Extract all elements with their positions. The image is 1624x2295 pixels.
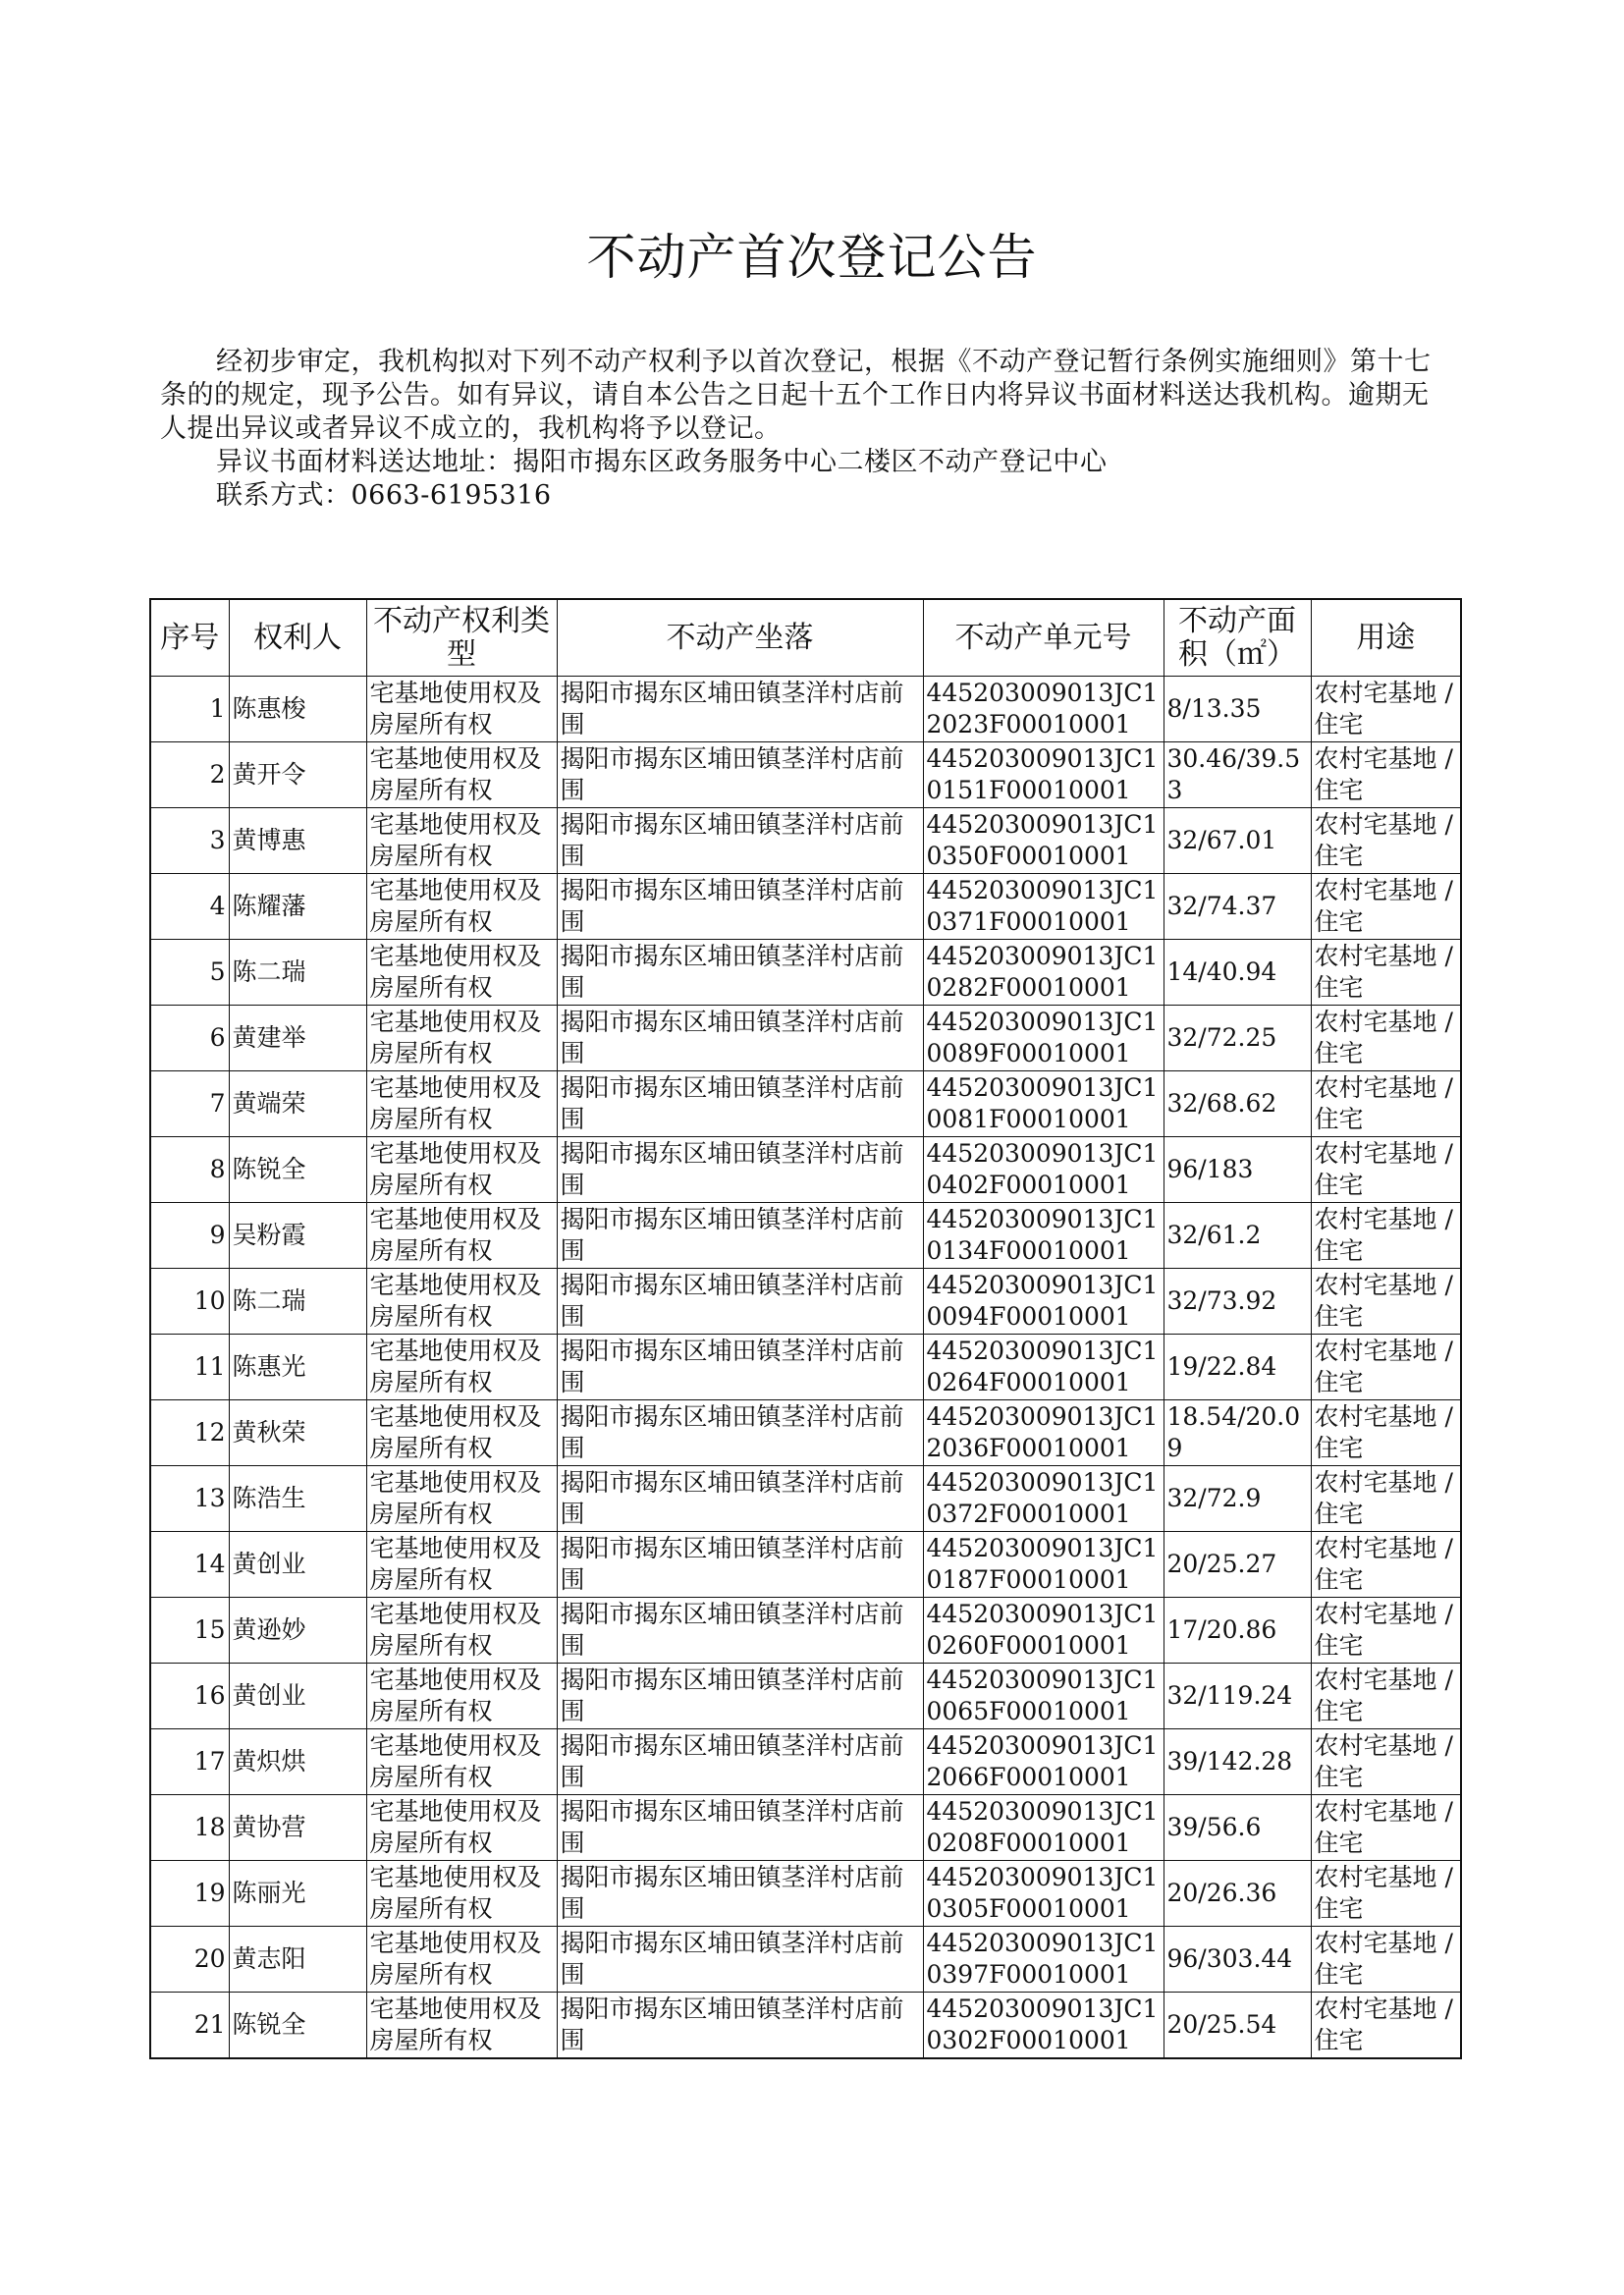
cell-right-type: 宅基地使用权及房屋所有权 [366, 808, 557, 874]
cell-area: 32/67.01 [1164, 808, 1311, 874]
cell-seq: 12 [150, 1400, 229, 1466]
contact-info: 联系方式：0663-6195316 [216, 480, 552, 511]
cell-holder: 黄端荣 [229, 1071, 366, 1137]
cell-use: 农村宅基地 / 住宅 [1311, 1729, 1461, 1795]
cell-seq: 16 [150, 1664, 229, 1729]
cell-seq: 21 [150, 1993, 229, 2059]
table-row [150, 677, 1461, 742]
table-row [150, 1664, 1461, 1729]
header-holder: 权利人 [229, 599, 366, 677]
table-row [150, 1993, 1461, 2059]
cell-location: 揭阳市揭东区埔田镇茎洋村店前围 [557, 677, 923, 742]
cell-unit-no: 445203009013JC12066F00010001 [923, 1729, 1164, 1795]
table-row [150, 1400, 1461, 1466]
table-row [150, 1137, 1461, 1203]
table-row [150, 742, 1461, 808]
cell-holder: 陈耀藩 [229, 874, 366, 940]
cell-seq: 8 [150, 1137, 229, 1203]
cell-unit-no: 445203009013JC10402F00010001 [923, 1137, 1164, 1203]
header-location: 不动产坐落 [557, 599, 923, 677]
cell-use: 农村宅基地 / 住宅 [1311, 1795, 1461, 1861]
cell-seq: 20 [150, 1927, 229, 1993]
cell-holder: 陈二瑞 [229, 940, 366, 1006]
cell-area: 19/22.84 [1164, 1335, 1311, 1400]
cell-unit-no: 445203009013JC10151F00010001 [923, 742, 1164, 808]
cell-right-type: 宅基地使用权及房屋所有权 [366, 1071, 557, 1137]
cell-unit-no: 445203009013JC10260F00010001 [923, 1598, 1164, 1664]
cell-area: 32/73.92 [1164, 1269, 1311, 1335]
cell-seq: 19 [150, 1861, 229, 1927]
table-row [150, 1006, 1461, 1071]
notice-paragraph: 经初步审定，我机构拟对下列不动产权利予以首次登记，根据《不动产登记暂行条例实施细则》第十七条的的规定，现予公告。如有异议，请自本公告之日起十五个工作日内将异议书面材料送达我机构。逾期无人提出异议或者异议不成立的，我机构将予以登记。 [160, 347, 1432, 444]
cell-unit-no: 445203009013JC10302F00010001 [923, 1993, 1164, 2059]
cell-right-type: 宅基地使用权及房屋所有权 [366, 1795, 557, 1861]
cell-seq: 13 [150, 1466, 229, 1532]
cell-unit-no: 445203009013JC10264F00010001 [923, 1335, 1164, 1400]
cell-location: 揭阳市揭东区埔田镇茎洋村店前围 [557, 1071, 923, 1137]
cell-unit-no: 445203009013JC10397F00010001 [923, 1927, 1164, 1993]
table-row [150, 874, 1461, 940]
cell-unit-no: 445203009013JC10089F00010001 [923, 1006, 1164, 1071]
cell-holder: 陈丽光 [229, 1861, 366, 1927]
header-area: 不动产面积（㎡） [1164, 599, 1311, 677]
cell-seq: 11 [150, 1335, 229, 1400]
cell-use: 农村宅基地 / 住宅 [1311, 1466, 1461, 1532]
cell-area: 20/25.54 [1164, 1993, 1311, 2059]
cell-right-type: 宅基地使用权及房屋所有权 [366, 1927, 557, 1993]
cell-use: 农村宅基地 / 住宅 [1311, 1269, 1461, 1335]
table-row [150, 1795, 1461, 1861]
cell-area: 20/26.36 [1164, 1861, 1311, 1927]
cell-location: 揭阳市揭东区埔田镇茎洋村店前围 [557, 1927, 923, 1993]
cell-unit-no: 445203009013JC10305F00010001 [923, 1861, 1164, 1927]
cell-right-type: 宅基地使用权及房屋所有权 [366, 1137, 557, 1203]
cell-unit-no: 445203009013JC12036F00010001 [923, 1400, 1164, 1466]
cell-location: 揭阳市揭东区埔田镇茎洋村店前围 [557, 874, 923, 940]
cell-area: 32/68.62 [1164, 1071, 1311, 1137]
objection-address: 异议书面材料送达地址：揭阳市揭东区政务服务中心二楼区不动产登记中心 [216, 447, 1108, 477]
cell-seq: 3 [150, 808, 229, 874]
cell-seq: 4 [150, 874, 229, 940]
cell-right-type: 宅基地使用权及房屋所有权 [366, 1400, 557, 1466]
cell-unit-no: 445203009013JC10134F00010001 [923, 1203, 1164, 1269]
table-row [150, 1729, 1461, 1795]
registry-table [149, 598, 1462, 2059]
cell-use: 农村宅基地 / 住宅 [1311, 1664, 1461, 1729]
cell-right-type: 宅基地使用权及房屋所有权 [366, 677, 557, 742]
table-row [150, 1335, 1461, 1400]
cell-use: 农村宅基地 / 住宅 [1311, 1137, 1461, 1203]
cell-unit-no: 445203009013JC10282F00010001 [923, 940, 1164, 1006]
cell-unit-no: 445203009013JC10187F00010001 [923, 1532, 1164, 1598]
cell-right-type: 宅基地使用权及房屋所有权 [366, 1861, 557, 1927]
cell-holder: 陈惠梭 [229, 677, 366, 742]
cell-location: 揭阳市揭东区埔田镇茎洋村店前围 [557, 1269, 923, 1335]
cell-location: 揭阳市揭东区埔田镇茎洋村店前围 [557, 1203, 923, 1269]
cell-seq: 7 [150, 1071, 229, 1137]
cell-location: 揭阳市揭东区埔田镇茎洋村店前围 [557, 1795, 923, 1861]
cell-use: 农村宅基地 / 住宅 [1311, 1861, 1461, 1927]
cell-unit-no: 445203009013JC10094F00010001 [923, 1269, 1164, 1335]
cell-holder: 黄协营 [229, 1795, 366, 1861]
cell-unit-no: 445203009013JC10371F00010001 [923, 874, 1164, 940]
cell-location: 揭阳市揭东区埔田镇茎洋村店前围 [557, 1532, 923, 1598]
header-unit-no: 不动产单元号 [923, 599, 1164, 677]
cell-area: 30.46/39.53 [1164, 742, 1311, 808]
cell-area: 20/25.27 [1164, 1532, 1311, 1598]
header-right-type: 不动产权利类型 [366, 599, 557, 677]
cell-use: 农村宅基地 / 住宅 [1311, 1927, 1461, 1993]
cell-seq: 17 [150, 1729, 229, 1795]
page-title: 不动产首次登记公告 [586, 229, 1038, 286]
cell-seq: 5 [150, 940, 229, 1006]
cell-right-type: 宅基地使用权及房屋所有权 [366, 940, 557, 1006]
cell-area: 18.54/20.09 [1164, 1400, 1311, 1466]
cell-area: 32/61.2 [1164, 1203, 1311, 1269]
cell-holder: 陈锐全 [229, 1993, 366, 2059]
table-row [150, 940, 1461, 1006]
cell-location: 揭阳市揭东区埔田镇茎洋村店前围 [557, 1729, 923, 1795]
table-row [150, 808, 1461, 874]
cell-seq: 2 [150, 742, 229, 808]
table-row [150, 1861, 1461, 1927]
cell-right-type: 宅基地使用权及房屋所有权 [366, 1598, 557, 1664]
cell-right-type: 宅基地使用权及房屋所有权 [366, 742, 557, 808]
table-row [150, 1598, 1461, 1664]
cell-use: 农村宅基地 / 住宅 [1311, 940, 1461, 1006]
cell-location: 揭阳市揭东区埔田镇茎洋村店前围 [557, 1466, 923, 1532]
cell-use: 农村宅基地 / 住宅 [1311, 1400, 1461, 1466]
cell-unit-no: 445203009013JC10065F00010001 [923, 1664, 1164, 1729]
cell-holder: 陈锐全 [229, 1137, 366, 1203]
cell-unit-no: 445203009013JC10350F00010001 [923, 808, 1164, 874]
cell-unit-no: 445203009013JC10081F00010001 [923, 1071, 1164, 1137]
notice-text [160, 346, 1436, 513]
cell-area: 96/183 [1164, 1137, 1311, 1203]
cell-location: 揭阳市揭东区埔田镇茎洋村店前围 [557, 1598, 923, 1664]
cell-location: 揭阳市揭东区埔田镇茎洋村店前围 [557, 940, 923, 1006]
cell-holder: 黄博惠 [229, 808, 366, 874]
cell-seq: 10 [150, 1269, 229, 1335]
table-row [150, 1532, 1461, 1598]
cell-area: 39/56.6 [1164, 1795, 1311, 1861]
cell-right-type: 宅基地使用权及房屋所有权 [366, 1269, 557, 1335]
cell-seq: 15 [150, 1598, 229, 1664]
cell-unit-no: 445203009013JC10208F00010001 [923, 1795, 1164, 1861]
cell-area: 14/40.94 [1164, 940, 1311, 1006]
header-use: 用途 [1311, 599, 1461, 677]
cell-seq: 18 [150, 1795, 229, 1861]
cell-holder: 黄创业 [229, 1532, 366, 1598]
cell-use: 农村宅基地 / 住宅 [1311, 874, 1461, 940]
cell-holder: 黄创业 [229, 1664, 366, 1729]
cell-use: 农村宅基地 / 住宅 [1311, 1006, 1461, 1071]
cell-location: 揭阳市揭东区埔田镇茎洋村店前围 [557, 742, 923, 808]
cell-holder: 黄志阳 [229, 1927, 366, 1993]
cell-holder: 黄秋荣 [229, 1400, 366, 1466]
cell-use: 农村宅基地 / 住宅 [1311, 1532, 1461, 1598]
cell-area: 17/20.86 [1164, 1598, 1311, 1664]
cell-right-type: 宅基地使用权及房屋所有权 [366, 1466, 557, 1532]
cell-right-type: 宅基地使用权及房屋所有权 [366, 1729, 557, 1795]
cell-seq: 1 [150, 677, 229, 742]
header-seq: 序号 [150, 599, 229, 677]
cell-holder: 黄建举 [229, 1006, 366, 1071]
cell-unit-no: 445203009013JC12023F00010001 [923, 677, 1164, 742]
cell-use: 农村宅基地 / 住宅 [1311, 1071, 1461, 1137]
cell-location: 揭阳市揭东区埔田镇茎洋村店前围 [557, 1006, 923, 1071]
cell-location: 揭阳市揭东区埔田镇茎洋村店前围 [557, 808, 923, 874]
table-row [150, 1927, 1461, 1993]
table-body [150, 677, 1461, 2059]
cell-use: 农村宅基地 / 住宅 [1311, 1598, 1461, 1664]
cell-right-type: 宅基地使用权及房屋所有权 [366, 1532, 557, 1598]
cell-area: 8/13.35 [1164, 677, 1311, 742]
cell-holder: 吴粉霞 [229, 1203, 366, 1269]
cell-area: 32/119.24 [1164, 1664, 1311, 1729]
cell-location: 揭阳市揭东区埔田镇茎洋村店前围 [557, 1137, 923, 1203]
cell-right-type: 宅基地使用权及房屋所有权 [366, 874, 557, 940]
cell-holder: 陈惠光 [229, 1335, 366, 1400]
cell-use: 农村宅基地 / 住宅 [1311, 1993, 1461, 2059]
table-row [150, 1269, 1461, 1335]
table-row [150, 1071, 1461, 1137]
cell-holder: 黄逊妙 [229, 1598, 366, 1664]
cell-use: 农村宅基地 / 住宅 [1311, 1335, 1461, 1400]
cell-use: 农村宅基地 / 住宅 [1311, 677, 1461, 742]
cell-seq: 14 [150, 1532, 229, 1598]
cell-location: 揭阳市揭东区埔田镇茎洋村店前围 [557, 1400, 923, 1466]
cell-seq: 6 [150, 1006, 229, 1071]
cell-right-type: 宅基地使用权及房屋所有权 [366, 1335, 557, 1400]
cell-holder: 黄炽烘 [229, 1729, 366, 1795]
cell-area: 32/74.37 [1164, 874, 1311, 940]
cell-location: 揭阳市揭东区埔田镇茎洋村店前围 [557, 1861, 923, 1927]
cell-right-type: 宅基地使用权及房屋所有权 [366, 1203, 557, 1269]
cell-use: 农村宅基地 / 住宅 [1311, 1203, 1461, 1269]
cell-holder: 黄开令 [229, 742, 366, 808]
cell-seq: 9 [150, 1203, 229, 1269]
cell-use: 农村宅基地 / 住宅 [1311, 742, 1461, 808]
cell-right-type: 宅基地使用权及房屋所有权 [366, 1006, 557, 1071]
cell-location: 揭阳市揭东区埔田镇茎洋村店前围 [557, 1993, 923, 2059]
table-row [150, 1203, 1461, 1269]
cell-right-type: 宅基地使用权及房屋所有权 [366, 1664, 557, 1729]
table-header-row [150, 599, 1461, 677]
cell-holder: 陈浩生 [229, 1466, 366, 1532]
table-row [150, 1466, 1461, 1532]
cell-use: 农村宅基地 / 住宅 [1311, 808, 1461, 874]
cell-area: 32/72.25 [1164, 1006, 1311, 1071]
cell-location: 揭阳市揭东区埔田镇茎洋村店前围 [557, 1335, 923, 1400]
cell-right-type: 宅基地使用权及房屋所有权 [366, 1993, 557, 2059]
cell-location: 揭阳市揭东区埔田镇茎洋村店前围 [557, 1664, 923, 1729]
cell-unit-no: 445203009013JC10372F00010001 [923, 1466, 1164, 1532]
cell-holder: 陈二瑞 [229, 1269, 366, 1335]
cell-area: 32/72.9 [1164, 1466, 1311, 1532]
cell-area: 96/303.44 [1164, 1927, 1311, 1993]
cell-area: 39/142.28 [1164, 1729, 1311, 1795]
